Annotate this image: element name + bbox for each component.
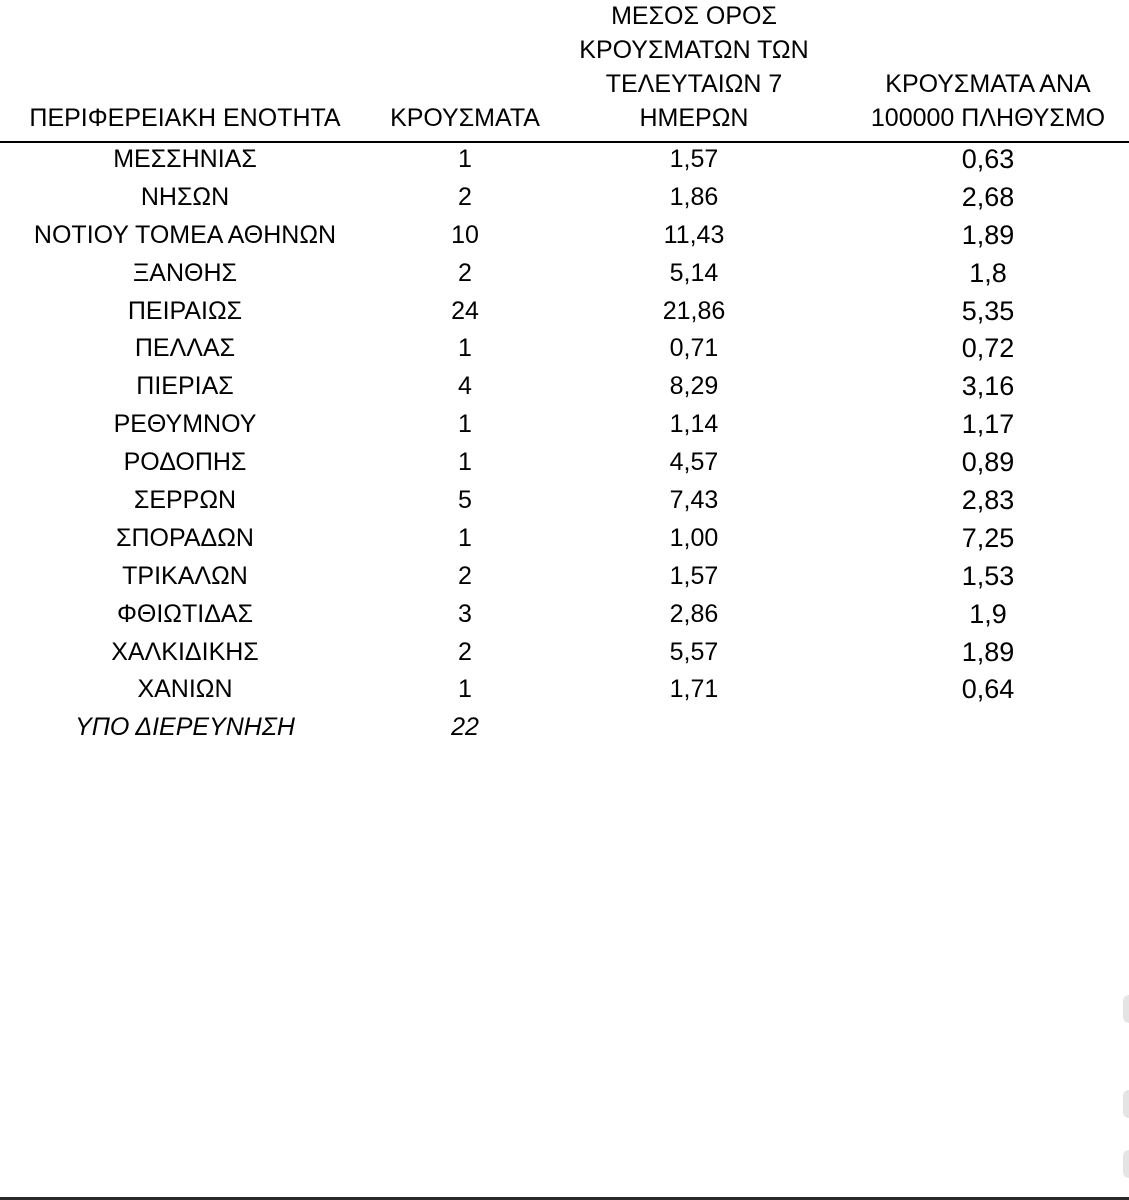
region-cell: ΥΠΟ ΔΙΕΡΕΥΝΗΣΗ [75, 713, 295, 742]
table-row [0, 558, 1129, 596]
cases-cell: 2 [458, 561, 472, 590]
cases-cell: 4 [458, 372, 472, 401]
header-avg7-line: ΗΜΕΡΩΝ [639, 104, 749, 132]
region-cell: ΠΕΛΛΑΣ [134, 334, 236, 363]
cases-cell: 1 [458, 410, 472, 439]
cases-cell: 10 [451, 220, 479, 249]
per100k-cell: 0,89 [961, 447, 1015, 478]
avg7-cell: 1,57 [669, 561, 719, 590]
table-row [0, 255, 1129, 293]
region-cell: ΣΕΡΡΩΝ [133, 486, 237, 515]
table-row [0, 482, 1129, 520]
avg7-cell: 5,14 [669, 258, 719, 287]
table-row [0, 141, 1129, 179]
avg7-cell: 1,00 [669, 523, 719, 552]
cases-cell: 1 [458, 675, 472, 704]
per100k-cell: 1,8 [969, 257, 1007, 288]
region-cell: ΝΟΤΙΟΥ ΤΟΜΕΑ ΑΘΗΝΩΝ [33, 220, 337, 249]
table-row [0, 330, 1129, 368]
region-cell: ΡΟΔΟΠΗΣ [123, 448, 247, 477]
avg7-cell [560, 709, 828, 747]
avg7-cell: 2,86 [669, 599, 719, 628]
per100k-cell: 0,63 [961, 144, 1015, 174]
header-per100k-line: 100000 ΠΛΗΘΥΣΜΟ [870, 104, 1106, 132]
cases-cell: 2 [458, 637, 472, 666]
per100k-cell: 0,64 [961, 674, 1015, 705]
table-row [0, 520, 1129, 558]
region-cell: ΣΠΟΡΑΔΩΝ [116, 523, 254, 552]
cases-cell: 3 [458, 599, 472, 628]
per100k-cell: 0,72 [961, 333, 1015, 364]
table-body [0, 141, 1129, 747]
avg7-cell: 8,29 [669, 372, 719, 401]
table-row [0, 368, 1129, 406]
edge-artifact [1123, 1090, 1129, 1118]
per100k-cell: 1,53 [961, 560, 1015, 591]
avg7-cell: 1,86 [669, 182, 719, 211]
cases-cell: 24 [451, 296, 479, 325]
cases-cell: 1 [458, 145, 472, 173]
region-cell: ΧΑΝΙΩΝ [137, 675, 233, 704]
region-cell: ΠΕΙΡΑΙΩΣ [127, 296, 243, 325]
avg7-cell: 21,86 [662, 296, 726, 325]
region-cell: ΜΕΣΣΗΝΙΑΣ [113, 145, 257, 173]
region-cell: ΞΑΝΘΗΣ [133, 258, 237, 287]
region-cell: ΠΙΕΡΙΑΣ [136, 372, 234, 401]
header-avg7-line: ΤΕΛΕΥΤΑΙΩΝ 7 [605, 70, 783, 98]
avg7-cell: 4,57 [669, 448, 719, 477]
per100k-cell: 2,83 [961, 485, 1015, 516]
avg7-cell: 11,43 [663, 220, 725, 249]
per100k-cell: 7,25 [961, 522, 1015, 553]
avg7-cell: 7,43 [669, 486, 719, 515]
cases-cell: 22 [451, 713, 479, 742]
table-header [0, 0, 1129, 143]
header-avg7-line: ΚΡΟΥΣΜΑΤΩΝ ΤΩΝ [579, 36, 809, 64]
header-region-line: ΠΕΡΙΦΕΡΕΙΑΚΗ ΕΝΟΤΗΤΑ [29, 104, 341, 132]
header-avg7-line: ΜΕΣΟΣ ΟΡΟΣ [611, 2, 777, 30]
region-cell: ΡΕΘΥΜΝΟΥ [113, 410, 257, 439]
avg7-cell: 0,71 [669, 334, 719, 363]
table-row [0, 596, 1129, 634]
per100k-cell: 5,35 [961, 295, 1015, 326]
header-region [10, 101, 360, 135]
per100k-cell: 1,89 [961, 636, 1015, 667]
avg7-cell: 1,14 [669, 410, 719, 439]
cases-cell: 2 [458, 182, 472, 211]
edge-artifact [1123, 1150, 1129, 1178]
cases-cell: 5 [458, 486, 472, 515]
table-row [0, 671, 1129, 709]
per100k-cell: 1,17 [961, 409, 1015, 440]
per100k-cell: 1,9 [969, 598, 1007, 629]
per100k-cell [848, 709, 1128, 747]
table-row [0, 634, 1129, 672]
table-row-under-investigation [0, 709, 1129, 747]
table-row [0, 179, 1129, 217]
header-per100k-line: ΚΡΟΥΣΜΑΤΑ ΑΝΑ [885, 70, 1091, 98]
cases-cell: 1 [458, 523, 472, 552]
cases-cell: 1 [458, 334, 472, 363]
header-avg7 [560, 0, 828, 135]
cases-cell: 2 [458, 258, 472, 287]
region-cell: ΤΡΙΚΑΛΩΝ [122, 561, 248, 590]
cases-cell: 1 [458, 448, 472, 477]
region-cell: ΦΘΙΩΤΙΔΑΣ [116, 599, 254, 628]
table-row [0, 406, 1129, 444]
avg7-cell: 1,57 [669, 145, 719, 173]
per100k-cell: 3,16 [961, 371, 1015, 402]
per100k-cell: 1,89 [961, 219, 1015, 250]
header-cases-line: ΚΡΟΥΣΜΑΤΑ [390, 104, 540, 132]
region-cell: ΝΗΣΩΝ [140, 182, 230, 211]
header-per100k [848, 67, 1128, 135]
per100k-cell: 2,68 [961, 181, 1015, 212]
avg7-cell: 5,57 [669, 637, 719, 666]
edge-artifact [1123, 995, 1129, 1023]
region-cell: ΧΑΛΚΙΔΙΚΗΣ [111, 637, 259, 666]
table-row [0, 444, 1129, 482]
table-row [0, 217, 1129, 255]
header-cases [380, 101, 550, 135]
table-row [0, 293, 1129, 331]
avg7-cell: 1,71 [669, 675, 719, 704]
